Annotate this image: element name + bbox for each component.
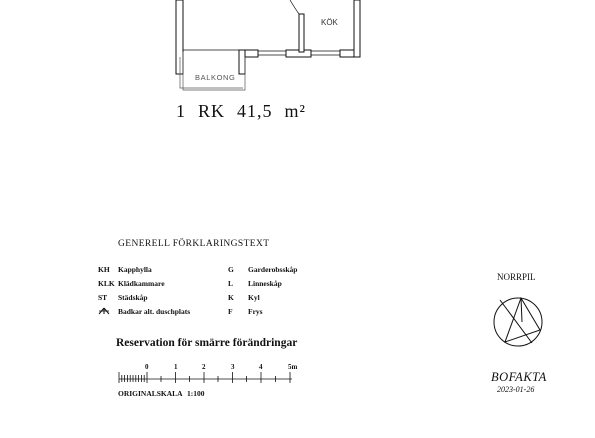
windows (183, 50, 340, 55)
scale-tick-4: 4 (259, 363, 263, 371)
scale-tick-2: 2 (202, 363, 206, 371)
apartment-summary (176, 101, 306, 122)
west-wall (176, 0, 183, 74)
legend-code: KH (98, 265, 110, 274)
legend-text: Kyl (248, 293, 260, 302)
scale-bar (119, 372, 292, 383)
door-swing-arc (290, 0, 299, 14)
scale-ratio: 1:100 (187, 389, 205, 398)
shower-icon (98, 307, 110, 316)
area-unit: m² (284, 101, 306, 121)
legend-code: F (228, 307, 233, 316)
north-arrow-icon (494, 298, 542, 346)
wall-segments (176, 0, 360, 74)
reservation-note: Reservation för smärre förändringar (116, 337, 298, 349)
scale-label: ORIGINALSKALA (118, 389, 183, 398)
room-label-balcony: BALKONG (195, 73, 236, 82)
room-label-kitchen: KÖK (321, 18, 338, 27)
balcony-outline (180, 52, 245, 90)
scale-tick-labels (145, 363, 298, 371)
legend-text: Badkar alt. duschplats (118, 307, 191, 316)
legend-code: L (228, 279, 234, 288)
legend-text: Kapphylla (118, 265, 152, 274)
legend-text: Klädkammare (118, 279, 165, 288)
legend-code: ST (98, 293, 108, 302)
compass-title: NORRPIL (497, 272, 536, 282)
legend-code: K (228, 293, 234, 302)
room-count: 1 (176, 101, 186, 121)
balcony-door-post (239, 50, 245, 74)
legend-text: Städskåp (118, 293, 148, 302)
legend-code: KLK (98, 279, 115, 288)
scale-minor-ticks (122, 375, 276, 382)
scale-tick-0: 0 (145, 363, 149, 371)
legend-text: Garderobsskåp (248, 265, 298, 274)
brand-date: 2023-01-26 (497, 385, 535, 394)
brand-name: BOFAKTA (491, 370, 547, 384)
apartment-type: RK (198, 101, 226, 121)
legend-title: GENERELL FÖRKLARINGSTEXT (118, 239, 270, 249)
apartment-area: 41,5 (237, 101, 273, 121)
legend-code: G (228, 265, 234, 274)
legend-text: Frys (248, 307, 263, 316)
scale-tick-1: 1 (174, 363, 178, 371)
legend-text: Linneskåp (248, 279, 282, 288)
partition-wall (299, 14, 304, 52)
scale-tick-5m: 5m (288, 363, 298, 371)
scale-tick-3: 3 (231, 363, 235, 371)
east-wall (354, 0, 360, 57)
